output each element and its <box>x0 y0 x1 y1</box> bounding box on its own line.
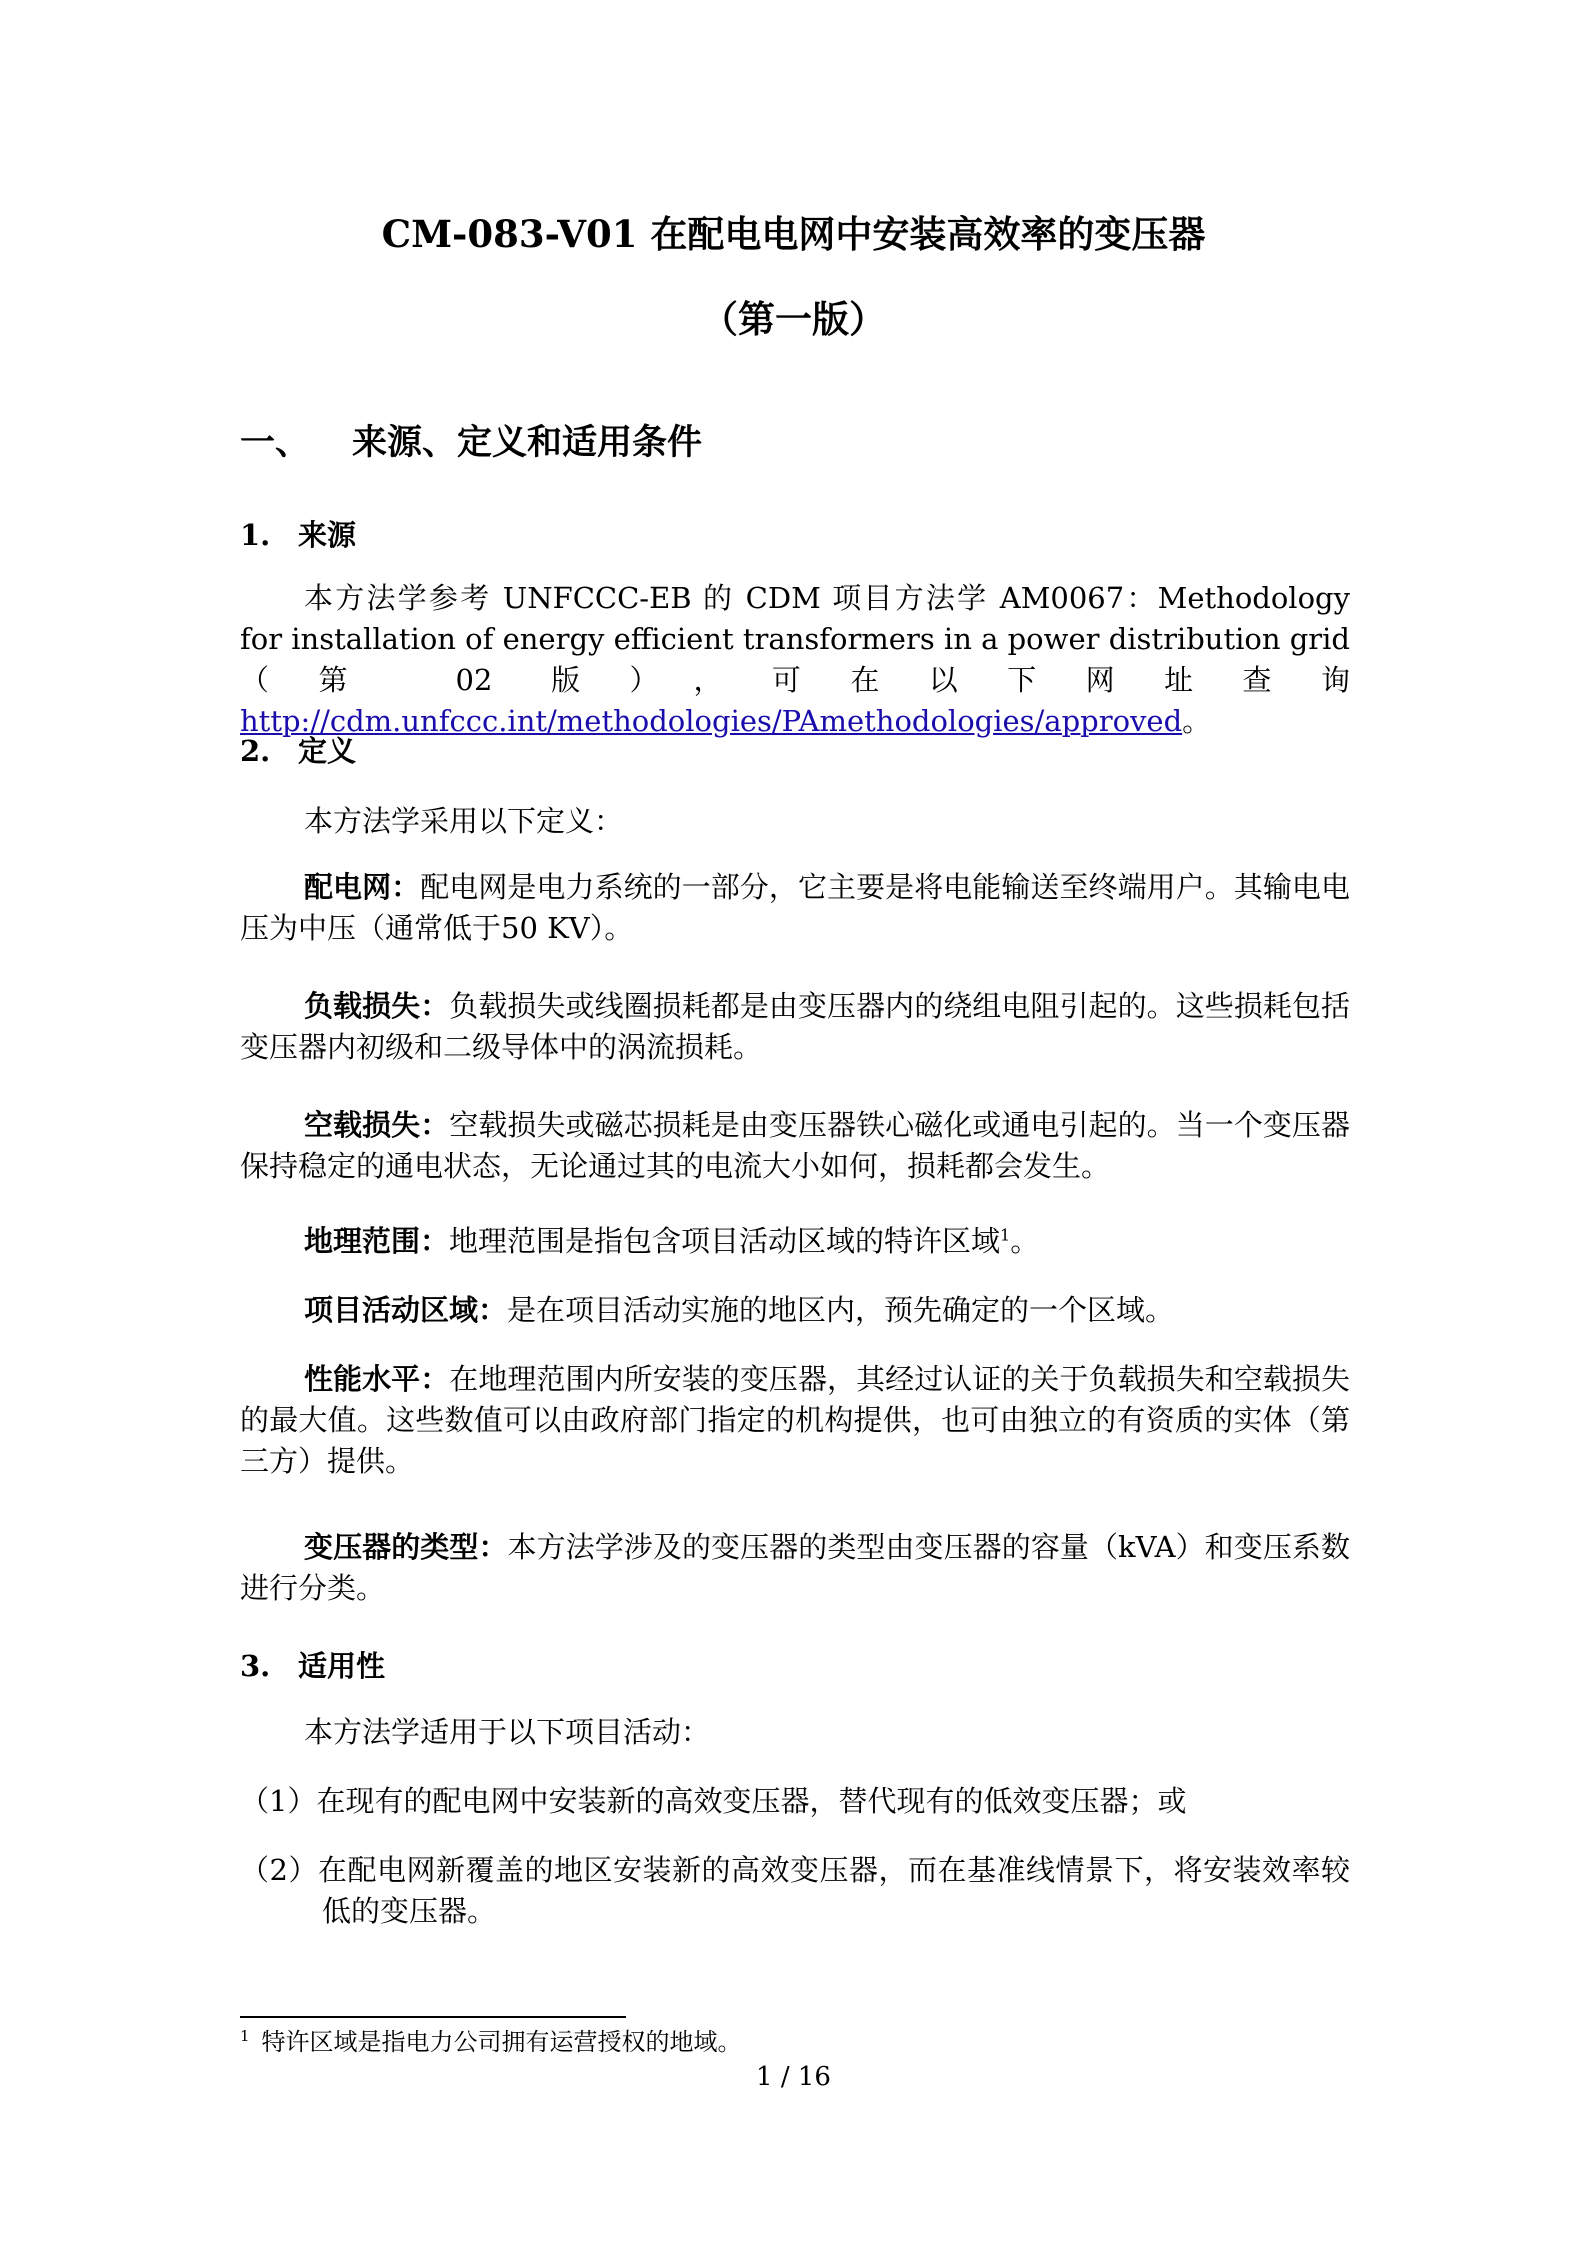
document-subtitle: （第一版） <box>701 297 886 341</box>
applicability-item-1: （1）在现有的配电网中安装新的高效变压器，替代现有的低效变压器；或 <box>240 1784 1187 1818</box>
section-heading <box>240 420 702 466</box>
definition-term: 配电网： <box>304 870 421 904</box>
subheading-number: 2. <box>240 734 271 768</box>
definition-no-load-loss <box>240 1105 1350 1187</box>
source-paragraph <box>240 578 1350 742</box>
definition-project-activity-area <box>240 1290 1350 1331</box>
definition-text: 负载损失或线圈损耗都是由变压器内的绕组电阻引起的。这些损耗包括变压器内初级和二级导体中的涡流损耗。 <box>240 989 1350 1064</box>
document-title: CM-083-V01 在配电电网中安装高效率的变压器 <box>381 212 1206 256</box>
definition-load-loss <box>240 986 1350 1068</box>
source-text: 本方法学参考 UNFCCC-EB 的 CDM 项目方法学 AM0067：Methodology for installation of energy efficient transformers in a power distribution grid（第 02 版），可在以下网址查询 <box>240 581 1351 697</box>
definition-text-end: 。 <box>1010 1224 1040 1258</box>
definition-text: 是在项目活动实施的地区内，预先确定的一个区域。 <box>507 1293 1175 1327</box>
footnote-separator <box>240 2016 626 2018</box>
footnote-number: 1 <box>240 2027 250 2045</box>
subheading-title: 来源 <box>298 518 357 552</box>
subheading-number: 1. <box>240 518 271 552</box>
definition-geographic-area <box>240 1221 1350 1262</box>
definition-transformer-type <box>240 1527 1350 1609</box>
source-text-end: 。 <box>1182 704 1212 738</box>
definition-performance-level <box>240 1359 1350 1482</box>
subheading-source <box>240 515 356 555</box>
applicability-item-2: （2）在配电网新覆盖的地区安装新的高效变压器，而在基准线情景下，将安装效率较低的变压器。 <box>240 1853 1350 1928</box>
subheading-definitions <box>240 731 356 771</box>
subheading-applicability <box>240 1646 385 1686</box>
definition-distribution-grid <box>240 867 1350 949</box>
applicability-intro: 本方法学适用于以下项目活动： <box>304 1715 711 1749</box>
page-number: 1 / 16 <box>756 2062 831 2092</box>
definition-term: 空载损失： <box>304 1108 450 1142</box>
definition-text: 配电网是电力系统的一部分，它主要是将电能输送至终端用户。其输电电压为中压（通常低于50 KV）。 <box>240 870 1350 945</box>
section-number: 一、 <box>240 422 311 463</box>
subheading-number: 3. <box>240 1649 271 1683</box>
definition-text: 地理范围是指包含项目活动区域的特许区域 <box>449 1224 1001 1258</box>
footnote <box>240 2025 742 2059</box>
definition-text: 在地理范围内所安装的变压器，其经过认证的关于负载损失和空载损失的最大值。这些数值可以由政府部门指定的机构提供，也可由独立的有资质的实体（第三方）提供。 <box>240 1362 1350 1478</box>
definition-term: 性能水平： <box>304 1362 450 1396</box>
definitions-intro: 本方法学采用以下定义： <box>304 804 624 838</box>
definition-text: 本方法学涉及的变压器的类型由变压器的容量（kVA）和变压系数进行分类。 <box>240 1530 1350 1605</box>
section-title: 来源、定义和适用条件 <box>352 422 703 463</box>
subheading-title: 定义 <box>298 734 357 768</box>
footnote-text: 特许区域是指电力公司拥有运营授权的地域。 <box>261 2028 742 2056</box>
definition-text: 空载损失或磁芯损耗是由变压器铁心磁化或通电引起的。当一个变压器保持稳定的通电状态，无论通过其的电流大小如何，损耗都会发生。 <box>240 1108 1350 1183</box>
definition-term: 负载损失： <box>304 989 450 1023</box>
definition-term: 变压器的类型： <box>304 1530 508 1564</box>
methodology-link[interactable]: http://cdm.unfccc.int/methodologies/PAmethodologies/approved <box>240 704 1183 738</box>
footnote-marker: 1 <box>1000 1225 1011 1245</box>
subheading-title: 适用性 <box>298 1649 386 1683</box>
definition-term: 地理范围： <box>304 1224 450 1258</box>
definition-term: 项目活动区域： <box>304 1293 508 1327</box>
